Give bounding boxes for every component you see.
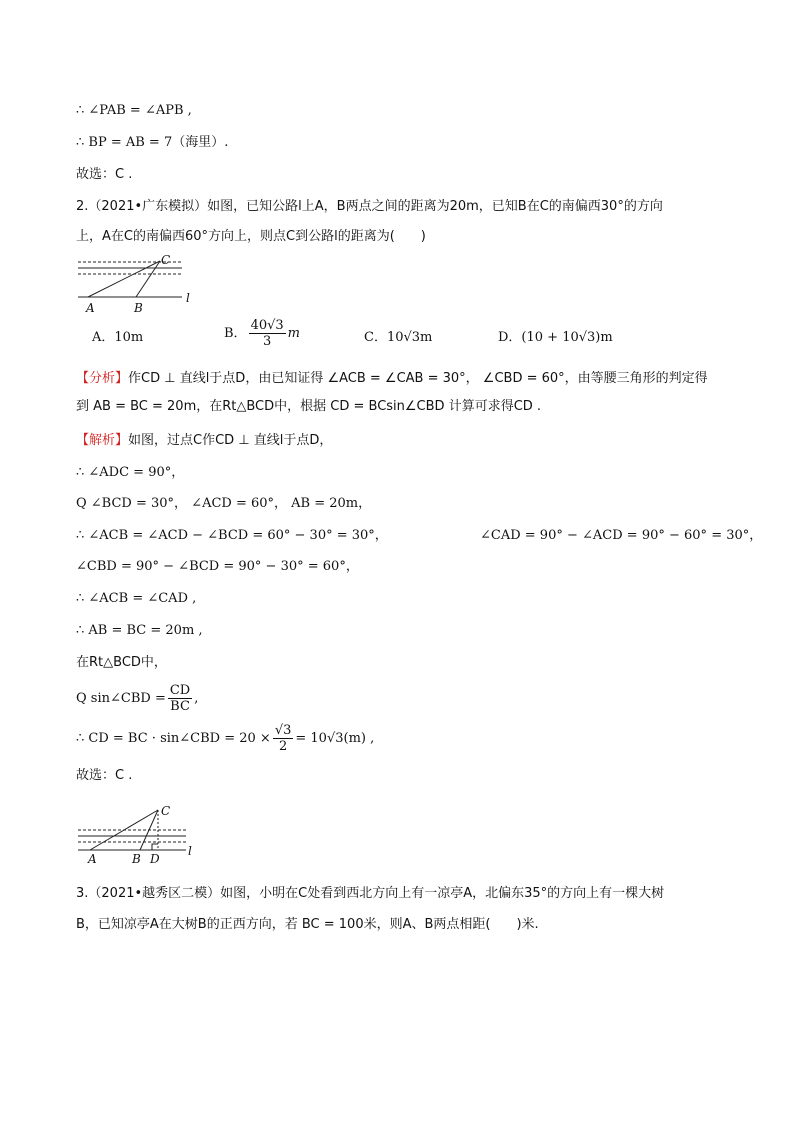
text-line: ∴ ∠ADC = 90°，	[76, 465, 185, 480]
text-line: 故选：C .	[76, 768, 133, 783]
label-b: B	[134, 301, 143, 315]
label-a: A	[88, 852, 97, 866]
question-3-line2: B，已知凉亭A在大树B的正西方向，若 BC = 100米，则A、B两点相距( )米.	[76, 917, 539, 932]
question-3-line1: 3.（2021•越秀区二模）如图，小明在C处看到西北方向上有一凉亭A，北偏东35°的方向上有一棵大树	[76, 886, 665, 901]
question-2-line1: 2.（2021•广东模拟）如图，已知公路l上A，B两点之间的距离为20m，已知B在C的南偏西30°的方向	[76, 199, 663, 214]
analysis-line2: 到 AB = BC = 20m，在Rt△BCD中，根据 CD = BCsin∠CBD 计算可求得CD .	[76, 399, 542, 414]
label-b: B	[132, 852, 141, 866]
label-c: C	[161, 804, 171, 818]
formula-sin: Q sin∠CBD = $\frac{CD}{BC}$ ,	[76, 683, 199, 714]
label-d: D	[150, 852, 160, 866]
option-a: A．10m	[92, 330, 144, 345]
figure-2	[70, 800, 210, 866]
right-angle-mark	[152, 844, 158, 850]
question-2-line2: 上，A在C的南偏西60°方向上，则点C到公路l的距离为( )	[76, 229, 426, 244]
text-line: ∴ AB = BC = 20m ,	[76, 623, 203, 638]
text-line: ∠CAD = 90° − ∠ACD = 90° − 60° = 30°，	[480, 528, 763, 543]
option-b: B． $\frac{40√3}{3}$ m	[224, 318, 300, 349]
text-line: 故选：C .	[76, 167, 133, 182]
label-a: A	[86, 301, 95, 315]
label-l: l	[188, 844, 192, 858]
formula-cd: ∴ CD = BC · sin∠CBD = 20 × $\frac{√3}{2}$ = 10√3(m) ,	[76, 723, 375, 754]
solution-line1: 【解析】如图，过点C作CD ⊥ 直线l于点D，	[76, 433, 333, 448]
analysis-line1: 【分析】作CD ⊥ 直线l于点D，由已知证得 ∠ACB = ∠CAB = 30°， ∠CBD = 60°，由等腰三角形的判定得	[76, 371, 708, 386]
text-line: ∴ ∠ACB = ∠CAD ,	[76, 591, 197, 606]
option-d: D．(10 + 10√3)m	[498, 330, 613, 345]
option-c: C．10√3m	[364, 330, 433, 345]
text-line: Q ∠BCD = 30°， ∠ACD = 60°， AB = 20m，	[76, 496, 372, 511]
text-line: ∴ ∠ACB = ∠ACD − ∠BCD = 60° − 30° = 30°，	[76, 528, 388, 543]
text-line: 在Rt△BCD中，	[76, 655, 167, 670]
figure-1	[70, 252, 200, 316]
text-line: ∠CBD = 90° − ∠BCD = 90° − 30° = 60°，	[76, 559, 359, 574]
text-line: ∴ BP = AB = 7（海里）.	[76, 135, 229, 150]
label-l: l	[186, 291, 190, 305]
label-c: C	[161, 253, 171, 267]
text-line: ∴ ∠PAB = ∠APB ,	[76, 103, 192, 118]
segment-cb	[136, 261, 160, 297]
segment-ca	[88, 261, 160, 297]
